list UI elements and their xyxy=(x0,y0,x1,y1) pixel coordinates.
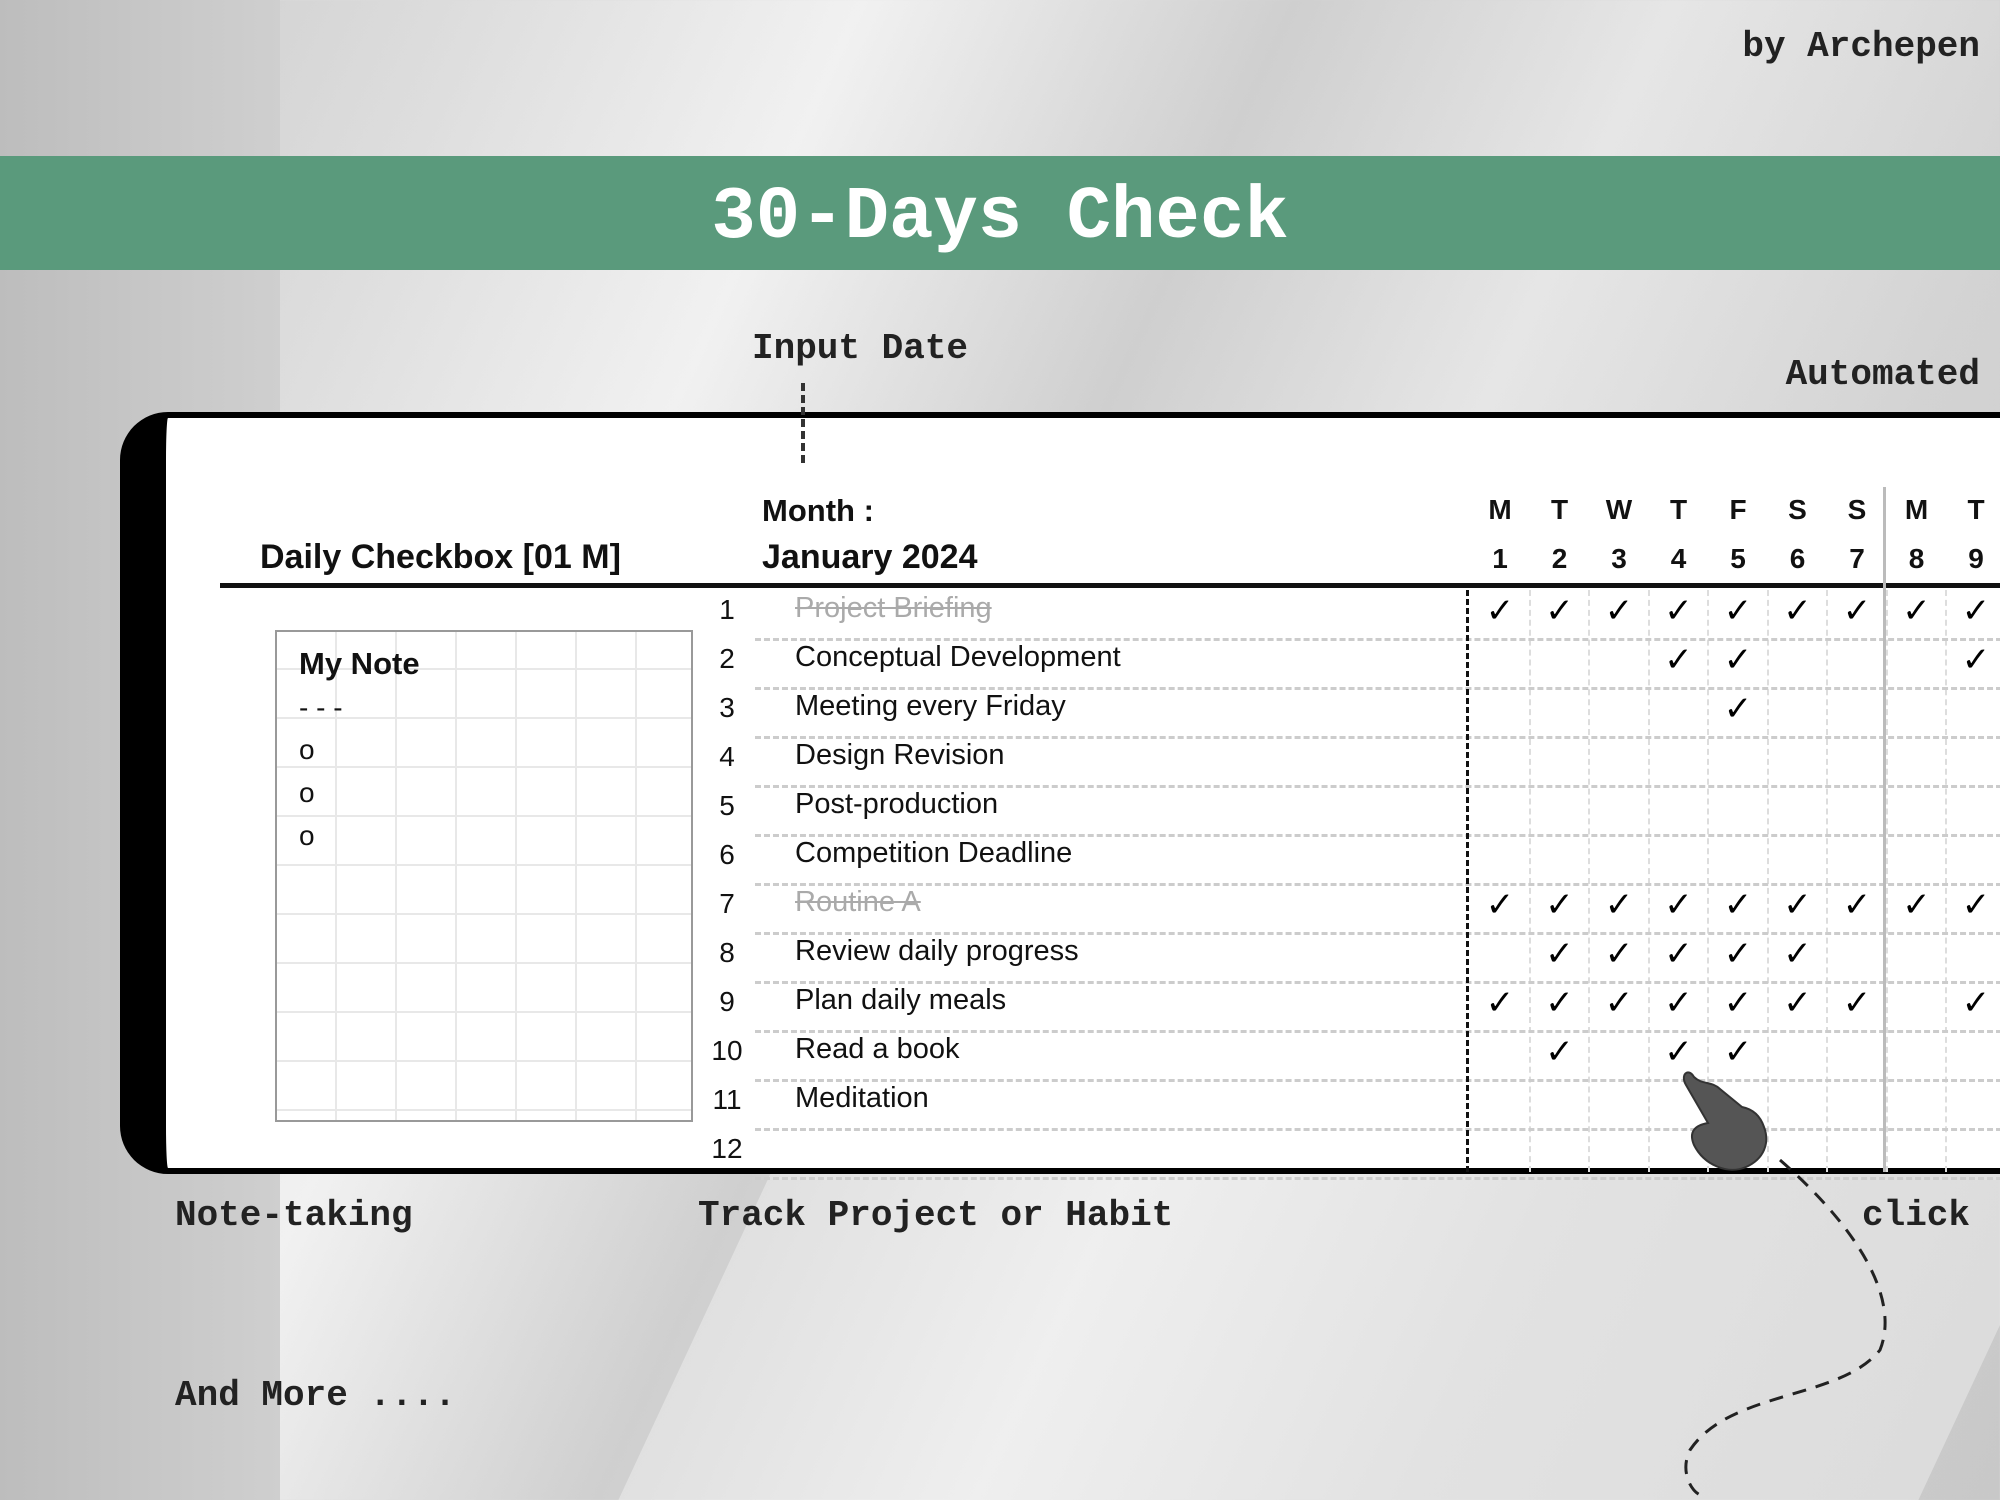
check-cell[interactable] xyxy=(1768,689,1828,734)
row-number: 2 xyxy=(719,643,735,674)
check-cell[interactable] xyxy=(1827,1032,1887,1077)
day-of-week: T xyxy=(1967,494,1985,525)
note-line: o xyxy=(299,777,315,808)
check-cell[interactable]: ✓ xyxy=(1902,591,1931,631)
task-label[interactable]: Project Briefing xyxy=(795,592,992,624)
callout-note-taking: Note-taking xyxy=(175,1195,413,1236)
check-cell[interactable] xyxy=(1887,640,1947,685)
task-label[interactable]: Review daily progress xyxy=(795,935,1079,967)
day-of-week: W xyxy=(1605,494,1633,525)
day-number: 9 xyxy=(1968,543,1984,574)
check-cell[interactable]: ✓ xyxy=(1545,934,1574,974)
day-number: 8 xyxy=(1908,543,1925,574)
check-cell[interactable]: ✓ xyxy=(1842,983,1872,1023)
callout-automated: Automated xyxy=(1785,354,1980,395)
check-cell[interactable] xyxy=(1530,1130,1590,1175)
check-cell[interactable]: ✓ xyxy=(1723,885,1753,925)
check-cell[interactable]: ✓ xyxy=(1961,885,1991,925)
check-cell[interactable]: ✓ xyxy=(1961,983,1991,1023)
check-cell[interactable] xyxy=(1887,1032,1947,1077)
callout-input-date: Input Date xyxy=(752,328,969,369)
row-number: 7 xyxy=(719,888,735,919)
check-cell[interactable] xyxy=(1768,640,1828,685)
day-of-week: T xyxy=(1550,494,1569,525)
day-of-week: S xyxy=(1788,494,1807,525)
check-cell[interactable]: ✓ xyxy=(1604,885,1634,925)
check-cell[interactable] xyxy=(1946,1081,2000,1126)
check-cell[interactable] xyxy=(1589,787,1649,832)
check-cell[interactable] xyxy=(1827,787,1887,832)
check-cell[interactable] xyxy=(1470,836,1530,881)
check-cell[interactable] xyxy=(1470,689,1530,734)
check-cell[interactable] xyxy=(1470,1032,1530,1077)
check-cell[interactable] xyxy=(1589,640,1649,685)
check-cell[interactable] xyxy=(1470,640,1530,685)
input-date-pointer xyxy=(801,383,805,463)
note-line: - - - xyxy=(299,692,343,723)
day-number: 3 xyxy=(1611,543,1627,574)
header-rule xyxy=(220,583,2000,588)
row-number: 9 xyxy=(719,986,735,1017)
check-cell[interactable] xyxy=(1589,1081,1649,1126)
check-cell[interactable] xyxy=(1887,787,1947,832)
check-cell[interactable]: ✓ xyxy=(1545,885,1574,925)
check-cell[interactable]: ✓ xyxy=(1723,983,1753,1023)
callout-track: Track Project or Habit xyxy=(698,1195,1174,1236)
check-cell[interactable] xyxy=(1946,689,2000,734)
title-banner xyxy=(0,156,2000,270)
check-cell[interactable] xyxy=(1470,934,1530,979)
check-cell[interactable]: ✓ xyxy=(1664,934,1693,974)
task-label[interactable]: Meeting every Friday xyxy=(795,690,1066,722)
task-label[interactable]: Plan daily meals xyxy=(795,984,1007,1016)
check-cell[interactable]: ✓ xyxy=(1783,983,1812,1023)
day-of-week: M xyxy=(1488,494,1512,525)
day-of-week: S xyxy=(1847,494,1867,525)
check-cell[interactable]: ✓ xyxy=(1485,591,1515,631)
check-cell[interactable]: ✓ xyxy=(1485,885,1515,925)
check-cell[interactable]: ✓ xyxy=(1664,640,1693,680)
check-cell[interactable] xyxy=(1946,836,2000,881)
check-cell[interactable]: ✓ xyxy=(1723,591,1753,631)
check-cell[interactable] xyxy=(1649,836,1709,881)
sheet-title: Daily Checkbox [01 M] xyxy=(260,538,621,576)
check-cell[interactable] xyxy=(1589,689,1649,734)
check-cell[interactable]: ✓ xyxy=(1545,1032,1574,1072)
check-cell[interactable] xyxy=(1589,1130,1649,1175)
task-label[interactable]: Read a book xyxy=(795,1033,960,1065)
hand-cursor-icon xyxy=(1680,1065,1780,1175)
month-label: Month : xyxy=(762,493,874,528)
check-cell[interactable] xyxy=(1530,689,1590,734)
check-cell[interactable]: ✓ xyxy=(1723,1032,1753,1072)
row-number: 10 xyxy=(711,1035,743,1066)
check-cell[interactable] xyxy=(1530,1081,1590,1126)
check-cell[interactable]: ✓ xyxy=(1485,983,1515,1023)
check-cell[interactable]: ✓ xyxy=(1723,934,1753,974)
check-cell[interactable]: ✓ xyxy=(1604,983,1634,1023)
check-cell[interactable] xyxy=(1708,836,1768,881)
row-number: 11 xyxy=(712,1084,742,1115)
row-number: 6 xyxy=(719,839,735,870)
check-cell[interactable] xyxy=(1887,1081,1947,1126)
month-value[interactable]: January 2024 xyxy=(762,538,978,576)
check-cell[interactable] xyxy=(1887,738,1947,783)
task-label[interactable]: Meditation xyxy=(795,1082,929,1114)
row-number: 12 xyxy=(711,1133,743,1164)
check-cell[interactable] xyxy=(1946,1032,2000,1077)
check-cell[interactable] xyxy=(1887,689,1947,734)
check-cell[interactable] xyxy=(1768,836,1828,881)
check-cell[interactable]: ✓ xyxy=(1902,885,1931,925)
check-cell[interactable] xyxy=(1946,787,2000,832)
check-cell[interactable]: ✓ xyxy=(1842,591,1872,631)
check-cell[interactable] xyxy=(1530,640,1590,685)
check-cell[interactable] xyxy=(1946,738,2000,783)
check-cell[interactable] xyxy=(1470,1081,1530,1126)
check-cell[interactable] xyxy=(1946,934,2000,979)
check-cell[interactable] xyxy=(1768,787,1828,832)
row-number: 8 xyxy=(719,937,735,968)
check-cell[interactable] xyxy=(1530,787,1590,832)
day-number: 7 xyxy=(1849,543,1865,574)
row-number: 4 xyxy=(719,741,735,772)
day-of-week: F xyxy=(1729,494,1747,525)
check-cell[interactable]: ✓ xyxy=(1664,885,1693,925)
task-label[interactable]: Routine A xyxy=(795,886,921,918)
check-cell[interactable] xyxy=(1589,1032,1649,1077)
check-cell[interactable] xyxy=(1589,836,1649,881)
check-cell[interactable]: ✓ xyxy=(1723,640,1753,680)
note-line: o xyxy=(299,820,315,851)
check-cell[interactable] xyxy=(1827,640,1887,685)
task-label[interactable]: Design Revision xyxy=(795,739,1005,771)
check-cell[interactable] xyxy=(1530,738,1590,783)
check-cell[interactable] xyxy=(1649,689,1709,734)
banner-title: 30-Days Check xyxy=(711,176,1289,260)
day-number: 1 xyxy=(1492,543,1508,574)
check-cell[interactable]: ✓ xyxy=(1545,983,1574,1023)
day-of-week: M xyxy=(1904,494,1929,525)
check-cell[interactable] xyxy=(1708,787,1768,832)
day-number: 4 xyxy=(1670,543,1687,574)
check-cell[interactable] xyxy=(1827,689,1887,734)
check-cell[interactable]: ✓ xyxy=(1783,591,1812,631)
check-cell[interactable]: ✓ xyxy=(1664,591,1693,631)
check-cell[interactable]: ✓ xyxy=(1783,885,1812,925)
check-cell[interactable] xyxy=(1827,836,1887,881)
row-number: 5 xyxy=(719,790,735,821)
check-cell[interactable] xyxy=(1768,738,1828,783)
check-cell[interactable]: ✓ xyxy=(1842,885,1872,925)
check-cell[interactable] xyxy=(1649,738,1709,783)
day-of-week: T xyxy=(1669,494,1688,525)
note-title: My Note xyxy=(299,646,420,681)
week-separator xyxy=(1883,487,1886,1172)
task-label[interactable]: Post-production xyxy=(795,788,999,820)
day-number: 5 xyxy=(1730,543,1746,574)
check-cell[interactable]: ✓ xyxy=(1783,934,1812,974)
check-cell[interactable] xyxy=(1530,836,1590,881)
check-cell[interactable] xyxy=(1470,1130,1530,1175)
check-cell[interactable] xyxy=(1887,934,1947,979)
task-label[interactable]: Competition Deadline xyxy=(795,837,1073,869)
check-cell[interactable]: ✓ xyxy=(1545,591,1574,631)
grid-separator xyxy=(1466,590,1469,1172)
check-cell[interactable] xyxy=(1887,836,1947,881)
check-cell[interactable]: ✓ xyxy=(1961,591,1991,631)
check-cell[interactable] xyxy=(1470,787,1530,832)
note-box[interactable] xyxy=(275,630,693,1122)
check-cell[interactable] xyxy=(1470,738,1530,783)
check-cell[interactable]: ✓ xyxy=(1604,934,1634,974)
row-number: 1 xyxy=(719,594,735,625)
check-cell[interactable] xyxy=(1649,787,1709,832)
note-line: o xyxy=(299,734,315,765)
day-number: 6 xyxy=(1789,543,1806,574)
check-cell[interactable] xyxy=(1827,934,1887,979)
check-cell[interactable]: ✓ xyxy=(1723,689,1753,729)
check-cell[interactable]: ✓ xyxy=(1604,591,1634,631)
row-number: 3 xyxy=(719,692,735,723)
callout-more: And More .... xyxy=(175,1375,456,1416)
check-cell[interactable] xyxy=(1708,738,1768,783)
callout-click: click xyxy=(1862,1195,1971,1236)
check-cell[interactable] xyxy=(1827,738,1887,783)
brand-credit: by Archepen xyxy=(1742,26,1980,67)
task-label[interactable]: Conceptual Development xyxy=(795,641,1121,673)
check-cell[interactable] xyxy=(1589,738,1649,783)
check-cell[interactable]: ✓ xyxy=(1664,983,1693,1023)
day-number: 2 xyxy=(1551,543,1568,574)
check-cell[interactable]: ✓ xyxy=(1961,640,1991,680)
check-cell[interactable]: ✓ xyxy=(1664,1032,1693,1072)
check-cell[interactable] xyxy=(1827,1081,1887,1126)
check-cell[interactable] xyxy=(1887,983,1947,1028)
